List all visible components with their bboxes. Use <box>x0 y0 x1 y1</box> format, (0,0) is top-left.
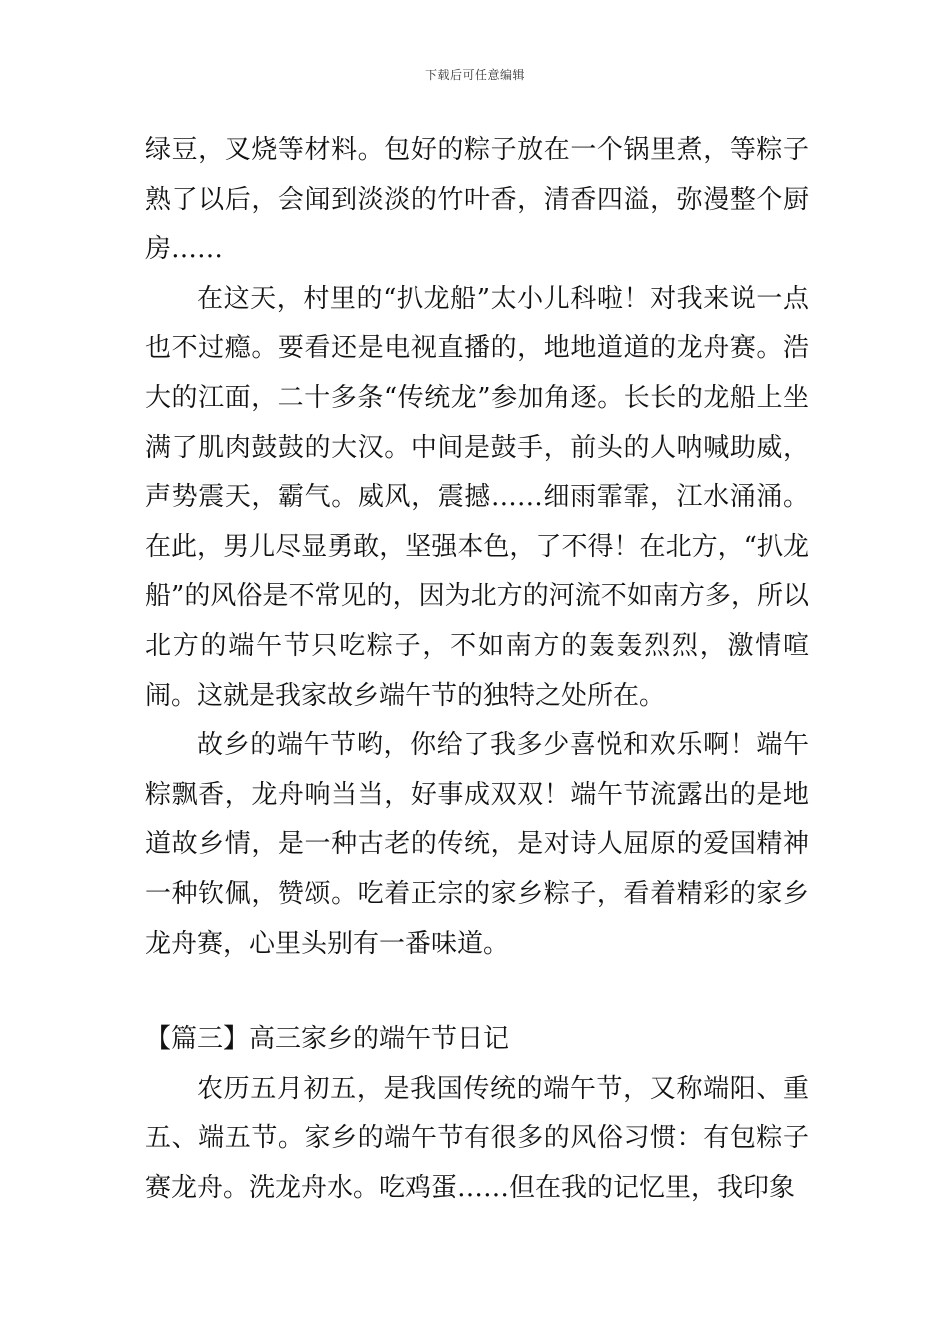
section-paragraph: 农历五月初五，是我国传统的端午节，又称端阳、重五、端五节。家乡的端午节有很多的风俗习惯：有包粽子赛龙舟。洗龙舟水。吃鸡蛋……但在我的记忆里，我印象 <box>145 1073 809 1203</box>
paragraph-conclusion: 故乡的端午节哟，你给了我多少喜悦和欢乐啊！端午粽飘香，龙舟响当当，好事成双双！端午节流露出的是地道故乡情，是一种古老的传统，是对诗人屈原的爱国精神一种钦佩，赞颂。吃着正宗的家乡粽子，看着精彩的家乡龙舟赛，心里头别有一番味道。 <box>145 730 809 959</box>
section-title: 【篇三】高三家乡的端午节日记 <box>145 1024 510 1055</box>
page-header: 下载后可任意编辑 <box>424 68 525 82</box>
document-body <box>145 126 809 1213</box>
section-spacer <box>145 969 809 1015</box>
paragraph-continuation: 绿豆，叉烧等材料。包好的粽子放在一个锅里煮，等粽子熟了以后，会闻到淡淡的竹叶香，清香四溢，弥漫整个厨房…… <box>145 135 809 265</box>
paragraph-dragon-boat: 在这天，村里的“扒龙船”太小儿科啦！对我来说一点也不过瘾。要看还是电视直播的，地地道道的龙舟赛。浩大的江面，二十多条“传统龙”参加角逐。长长的龙船上坐满了肌肉鼓鼓的大汉。中间是鼓手，前头的人呐喊助威，声势震天，霸气。威风，震撼……细雨霏霏，江水涌涌。在此，男儿尽显勇敢，坚强本色，了不得！在北方，“扒龙船”的风俗是不常见的，因为北方的河流不如南方多，所以北方的端午节只吃粽子，不如南方的轰轰烈烈，激情喧闹。这就是我家故乡端午节的独特之处所在。 <box>145 283 809 711</box>
